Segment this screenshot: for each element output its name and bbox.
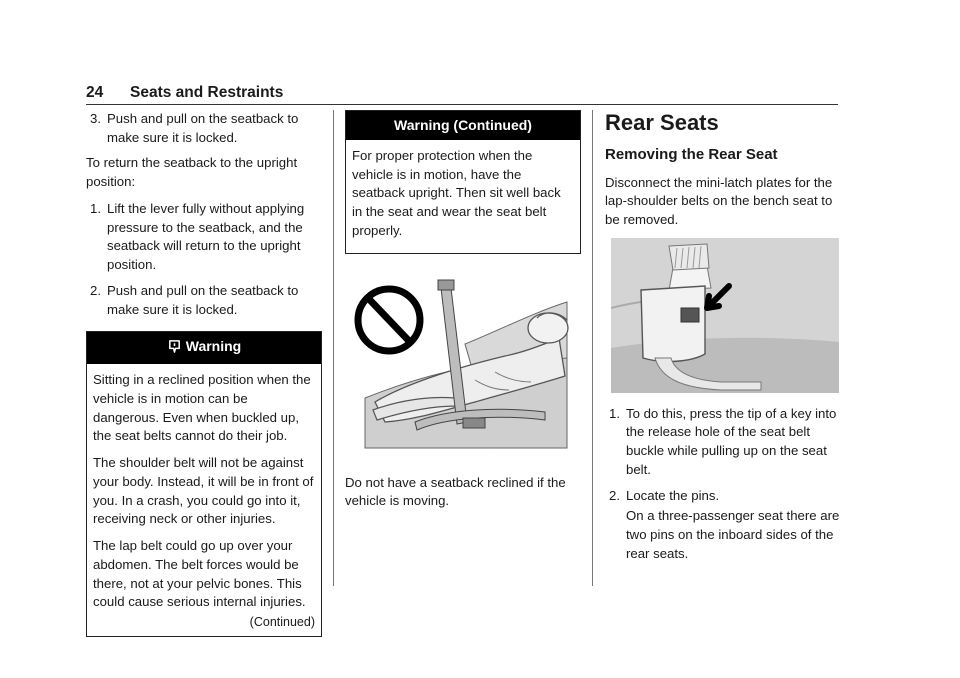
warning-paragraph: Sitting in a reclined position when the vehicle is in motion can be dangerous. Even when buckled up, the seat belts cannot do their job.	[93, 372, 311, 444]
step-number: 1.	[90, 200, 101, 216]
reclined-seat-illustration	[345, 272, 571, 452]
warning-title: Warning	[185, 338, 242, 355]
step-text: Lift the lever fully without applying pressure to the seatback, and the seatback will return to the upright position.	[107, 200, 305, 273]
column-middle	[345, 110, 581, 519]
step-item	[90, 282, 322, 319]
intro-paragraph: Disconnect the mini-latch plates for the lap-shoulder belts on the bench seat to be removed.	[605, 174, 833, 227]
column-left	[86, 110, 322, 637]
subsection-heading: Removing the Rear Seat	[605, 146, 778, 164]
step-item	[90, 110, 322, 147]
step-text: To do this, press the tip of a key into the release hole of the seat belt buckle while pulling up on the seat belt.	[626, 405, 837, 477]
page-header	[86, 82, 838, 105]
warning-paragraph: The lap belt could go up over your abdomen. The belt forces would be there, not at your pelvic bones. This could cause serious internal injuries.	[93, 538, 306, 610]
warning-icon	[167, 339, 182, 360]
illustration-caption: Do not have a seatback reclined if the vehicle is moving.	[345, 474, 566, 509]
warning-box	[86, 331, 322, 636]
step-number: 1.	[609, 405, 620, 421]
column-divider	[592, 110, 593, 586]
step-item	[90, 200, 322, 275]
step-subtext: On a three-passenger seat there are two pins on the inboard sides of the rear seats.	[626, 508, 840, 561]
warning-body	[87, 364, 321, 636]
return-seatback-intro: To return the seatback to the upright position:	[86, 155, 298, 190]
warning-paragraph: The shoulder belt will not be against your body. Instead, it will be in front of you. In a crash, you could go into it, receiving neck or other injuries.	[93, 455, 314, 527]
warning-paragraph: For proper protection when the vehicle is in motion, have the seatback upright. Then sit well back in the seat and wear the seat belt properly.	[352, 147, 561, 238]
page-number: 24	[86, 84, 104, 101]
step-item	[609, 487, 841, 564]
step-text: Push and pull on the seatback to make sure it is locked.	[107, 111, 299, 145]
step-number: 2.	[90, 282, 101, 298]
warning-body	[346, 140, 580, 253]
column-divider	[333, 110, 334, 586]
column-right	[605, 110, 841, 571]
warning-box-continued	[345, 110, 581, 254]
step-item	[609, 405, 841, 480]
warning-header: Warning (Continued)	[346, 111, 580, 140]
section-heading: Rear Seats	[605, 110, 719, 135]
buckle-release-photo	[611, 238, 839, 393]
step-number: 2.	[609, 487, 620, 503]
step-text: Locate the pins.	[626, 487, 720, 503]
warning-header	[87, 332, 321, 364]
continued-label: (Continued)	[249, 615, 315, 630]
step-text: Push and pull on the seatback to make sure it is locked.	[107, 282, 299, 317]
step-number: 3.	[90, 111, 101, 126]
prohibition-icon	[358, 289, 420, 351]
section-title: Seats and Restraints	[130, 84, 284, 101]
